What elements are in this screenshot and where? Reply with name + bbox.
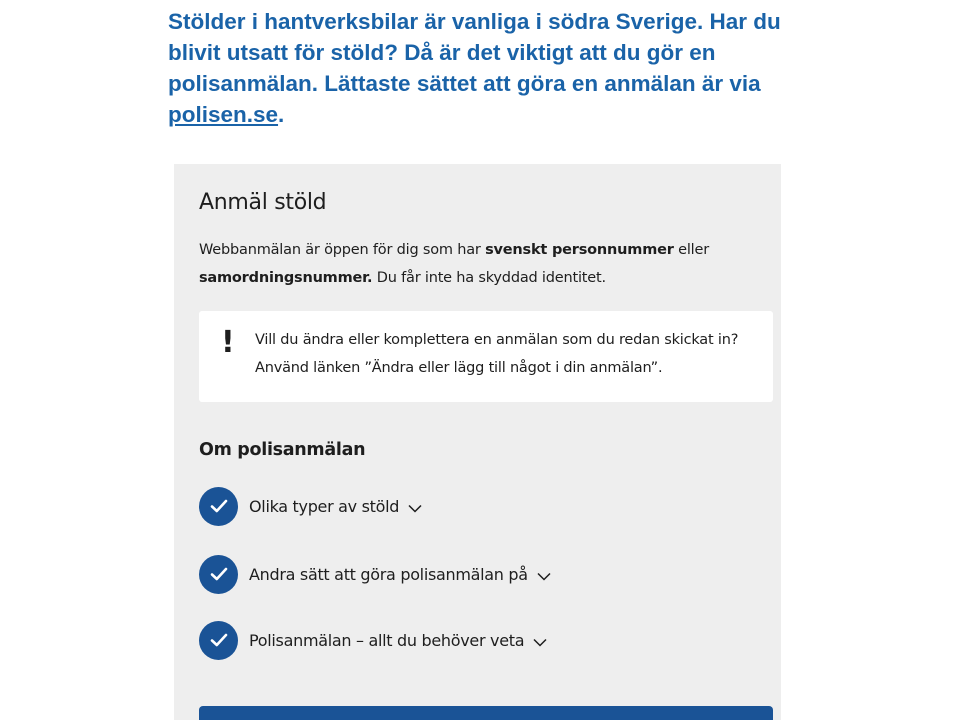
accordion-label: Olika typer av stöld xyxy=(249,496,400,516)
intro-end: . xyxy=(278,102,285,127)
notice-text: Vill du ändra eller komplettera en anmälan som du redan skickat in? Använd länken ”Ändra eller lägg till något i din anmälan”. xyxy=(255,332,739,376)
check-icon xyxy=(199,487,238,526)
polisen-link[interactable]: polisen.se xyxy=(168,102,279,127)
accordion-item-other-ways[interactable] xyxy=(199,553,551,595)
accordion-label: Polisanmälan – allt du behöver veta xyxy=(249,630,525,650)
description-bold-1: svenskt personnummer xyxy=(485,242,674,258)
exclamation-icon: ! xyxy=(221,325,235,360)
check-icon xyxy=(199,621,238,660)
intro-text xyxy=(168,6,808,130)
description-text-1: Webbanmälan är öppen för dig som har xyxy=(199,242,486,258)
intro-body: Stölder i hantverksbilar är vanliga i södra Sverige. Har du blivit utsatt för stöld? Då är det viktigt att du gör en polisanmälan. Lättaste sättet att göra en anmälan är via xyxy=(168,9,781,96)
card-title: Anmäl stöld xyxy=(199,190,327,215)
accordion-item-types-of-theft[interactable] xyxy=(199,485,422,527)
chevron-down-icon xyxy=(408,504,422,513)
card-description xyxy=(199,236,759,292)
description-text-2: eller xyxy=(673,242,709,258)
description-text-3: Du får inte ha skyddad identitet. xyxy=(372,270,606,286)
chevron-down-icon xyxy=(537,572,551,581)
section-heading: Om polisanmälan xyxy=(199,440,366,460)
report-button[interactable] xyxy=(199,706,773,720)
notice-box xyxy=(199,311,773,402)
report-theft-card xyxy=(174,164,781,720)
accordion-label: Andra sätt att göra polisanmälan på xyxy=(249,564,528,584)
chevron-down-icon xyxy=(533,638,547,647)
check-icon xyxy=(199,555,238,594)
description-bold-2: samordningsnummer. xyxy=(199,270,373,286)
accordion-item-all-you-need[interactable] xyxy=(199,619,547,661)
